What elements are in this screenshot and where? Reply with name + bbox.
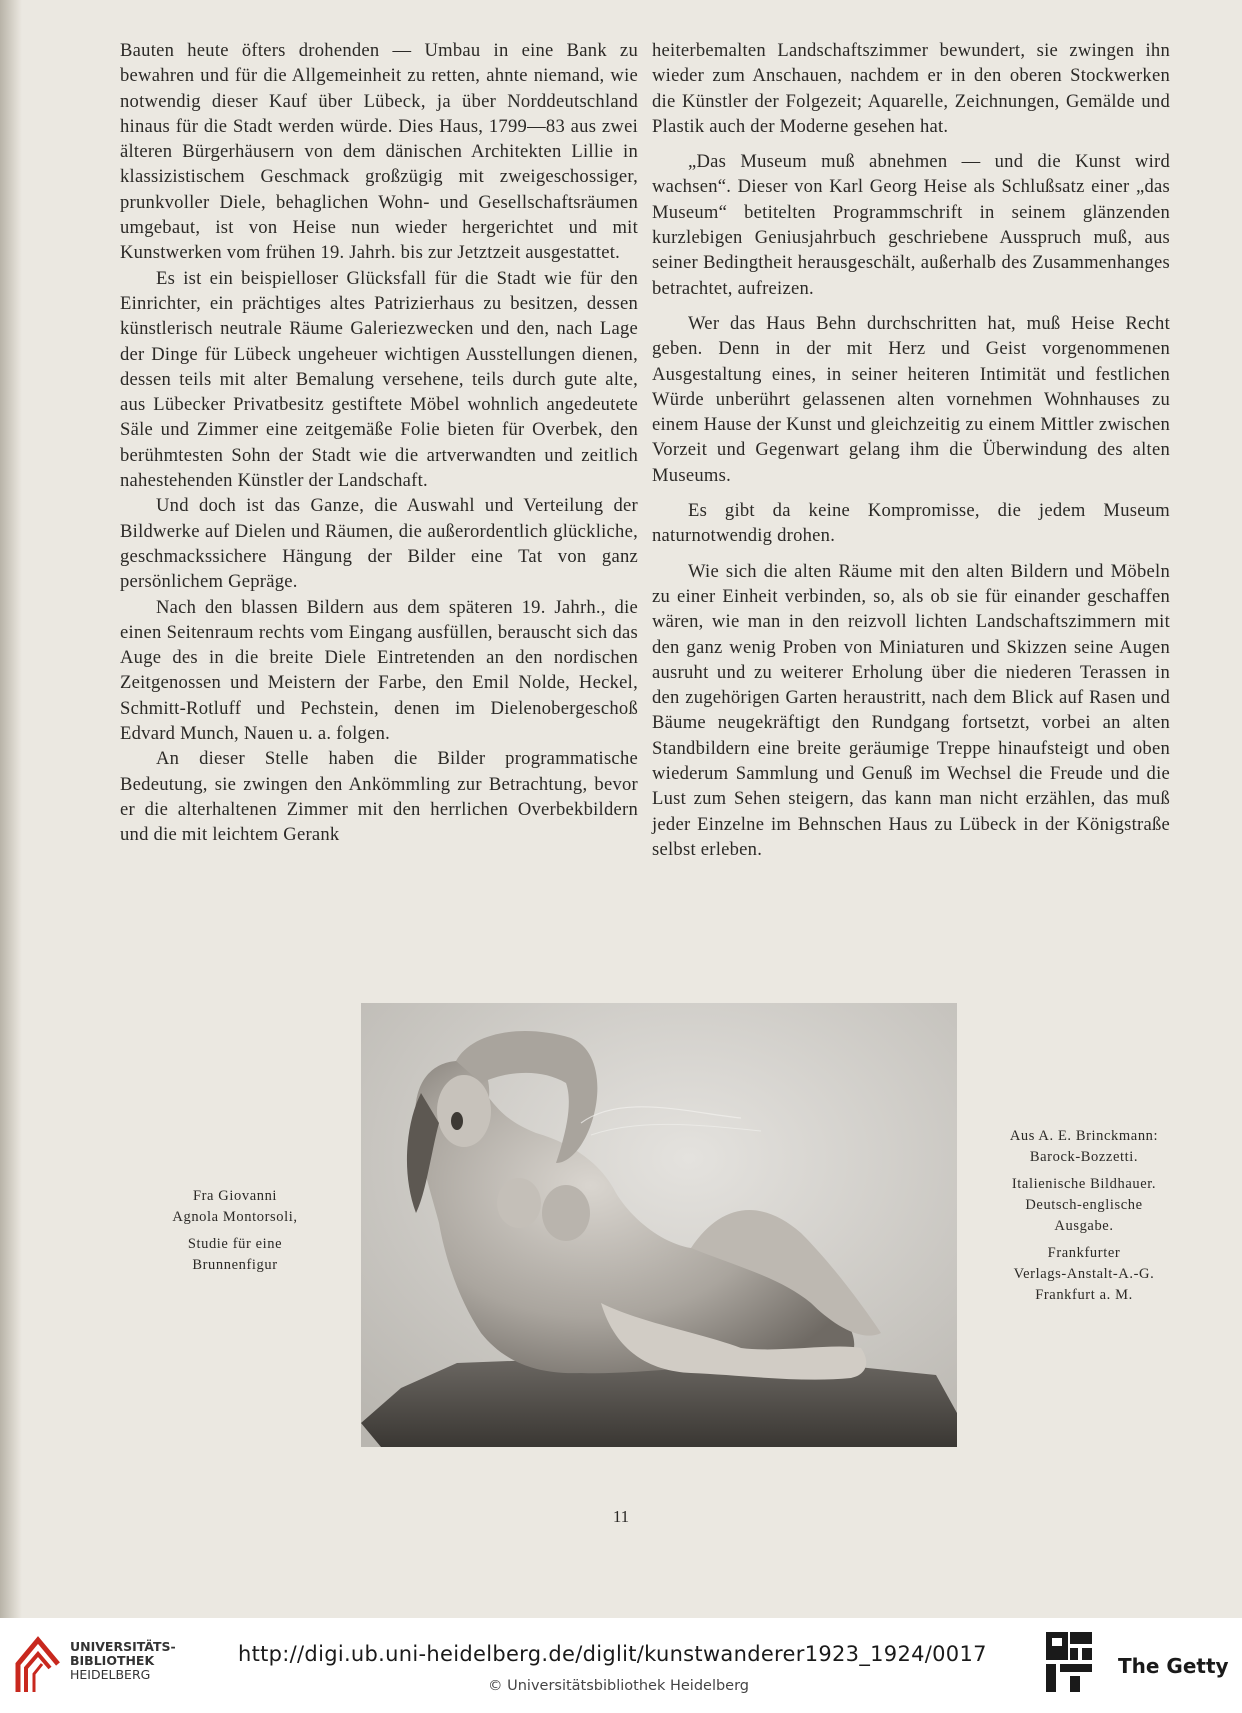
caption-line: Barock-Bozzetti.	[1029, 1149, 1139, 1165]
reclining-figure-sculpture-image	[361, 1003, 957, 1447]
caption-line: Brunnenfigur	[192, 1257, 278, 1273]
caption-line: Frankfurter	[1047, 1245, 1121, 1261]
paragraph: Es gibt da keine Kompromisse, die jedem Museum naturnotwendig drohen.	[652, 500, 1170, 547]
paragraph: heiterbemalten Landschaftszimmer bewundert, sie zwingen ihn wieder zum Anschauen, nachdem er in den oberen Stockwerken die Künstler der Folgezeit; Aquarelle, Zeichnungen, Gemälde und Plastik auch der Moderne gesehen hat.	[652, 40, 1170, 137]
paragraph: „Das Museum muß abnehmen — und die Kunst wird wachsen“. Dieser von Karl Georg Heise als Schlußsatz einer „das Museum“ betitelten Programmschrift in seinem glänzenden kurzlebigen Geniusjahrbuch geschriebene Ausspruch muß, aus seiner Bedingtheit herausgeschält, außerhalb des Zusammenhanges betrachtet, aufreizen.	[652, 151, 1170, 299]
digitization-footer	[0, 1618, 1242, 1713]
library-name-line: UNIVERSITÄTS-	[70, 1639, 176, 1654]
paragraph: Wer das Haus Behn durchschritten hat, muß Heise Recht geben. Denn in der mit Herz und Geist vorgenommenen Ausgestaltung eines, in seiner heiteren Intimität und festlichen Würde unberührt gelassenen alten vornehmen Wohnhauses zu einem Hause der Kunst und gleichzeitig zu einem Mittler zwischen Vorzeit und Gegenwart gelang ihm die Überwindung des alten Museums.	[652, 312, 1170, 486]
caption-line: Aus A. E. Brinckmann:	[1009, 1128, 1159, 1144]
caption-line: Italienische Bildhauer.	[1011, 1176, 1157, 1192]
paragraph: Es ist ein beispielloser Glücksfall für die Stadt wie für den Einrichter, ein prächtiges altes Patrizierhaus zu besitzen, dessen künstlerisch neutrale Räume Galeriezwecken und den, nach Lage der Dinge für Lübeck ungeheuer wichtigen Ausstellungen dienen, dessen teils mit alter Bemalung versehene, teils durch gute alte, aus Lübecker Privatbesitz gestiftete Möbel wohnlich angedeutete Säle und Zimmer eine zeitgemäße Folie bieten für Overbek, den berühmtesten Sohn der Stadt wie die artverwandten und zeitlich nahestehenden Künstler der Landschaft.	[120, 267, 638, 492]
page-number: 11	[612, 1507, 630, 1526]
caption-line: Ausgabe.	[1054, 1218, 1114, 1234]
university-library-logo-icon	[14, 1634, 62, 1696]
library-name-line: BIBLIOTHEK	[70, 1653, 155, 1668]
caption-line: Frankfurt a. M.	[1035, 1287, 1133, 1303]
figure-caption-right	[978, 1126, 1190, 1306]
library-name	[70, 1640, 176, 1682]
copyright-notice: © Universitätsbibliothek Heidelberg	[488, 1678, 750, 1694]
getty-logo-icon	[1044, 1630, 1096, 1696]
paragraph: Nach den blassen Bildern aus dem späteren 19. Jahrh., die einen Seitenraum rechts vom Eingang ausfüllen, berauscht sich das Auge des in die breite Diele Eintretenden an den nordischen Zeitgenossen und Meistern der Farbe, den Emil Nolde, Heckel, Schmitt-Rotluff und Pechstein, denen im Dielenobergeschoß Edvard Munch, Nauen u. a. folgen.	[120, 596, 638, 745]
figure-caption-left	[150, 1186, 320, 1276]
caption-line: Studie für eine	[187, 1236, 283, 1252]
paragraph: Wie sich die alten Räume mit den alten Bildern und Möbeln zu einer Einheit verbinden, so, als ob sie für einander geschaffen wären, wie man in den reizvoll lichten Landschaftszimmern mit den ganz wenig Proben von Miniaturen und Skizzen seine Augen ausruht und zu weiterer Erholung über die niederen Terassen in den zugehörigen Garten heraustritt, nach dem Blick auf Rasen und Bäume neugekräftigt den Rundgang fortsetzt, vorbei an alten Standbildern eine breite geräumige Treppe hinaufsteigt und oben wiederum Sammlung und Genuß im Wechsel die Freude und die Lust zum Sehen steigern, das kann man nicht erzählen, das muß jeder Einzelne im Behnschen Haus zu Lübeck in der Königstraße selbst erleben.	[652, 560, 1170, 860]
library-name-line: HEIDELBERG	[70, 1667, 151, 1682]
caption-line: Verlags-Anstalt-A.-G.	[1013, 1266, 1155, 1282]
caption-line: Agnola Montorsoli,	[172, 1209, 298, 1225]
sculpture-photograph	[361, 1003, 957, 1447]
permalink-url[interactable]: http://digi.ub.uni-heidelberg.de/diglit/kunstwanderer1923_1924/0017	[238, 1642, 987, 1666]
article-right-column	[652, 38, 1170, 862]
paragraph: Und doch ist das Ganze, die Auswahl und Verteilung der Bildwerke auf Dielen und Räumen, die außerordentlich glückliche, geschmackssichere Hängung der Bilder eine Tat von ganz persönlichem Gepräge.	[120, 495, 638, 593]
paragraph: Bauten heute öfters drohenden — Umbau in eine Bank zu bewahren und für die Allgemeinheit zu retten, ahnte niemand, wie notwendig dieser Kauf über Lübeck, ja über Norddeutschland hinaus für die Stadt werden würde. Dies Haus, 1799—83 aus zwei älteren Bürgerhäusern von dem dänischen Architekten Lillie in klassizistischem Geschmack großzügig mit zweigeschossiger, prunkvoller Diele, behaglichen Wohn- und Gesellschaftsräumen umgebaut, ist von Heise nun wieder hergerichtet und mit Kunstwerken vom frühen 19. Jahrh. bis zur Jetztzeit ausgestattet.	[120, 40, 638, 264]
caption-line: Fra Giovanni	[192, 1188, 278, 1204]
getty-label: The Getty	[1118, 1654, 1229, 1678]
caption-line: Deutsch-englische	[1025, 1197, 1143, 1213]
paragraph: An dieser Stelle haben die Bilder programmatische Bedeutung, sie zwingen den Ankömmling zur Betrachtung, bevor er die alterhaltenen Zimmer mit den herrlichen Overbekbildern und die mit leichtem Gerank	[120, 748, 638, 846]
page-spine-shadow	[0, 0, 22, 1618]
article-left-column	[120, 38, 638, 848]
